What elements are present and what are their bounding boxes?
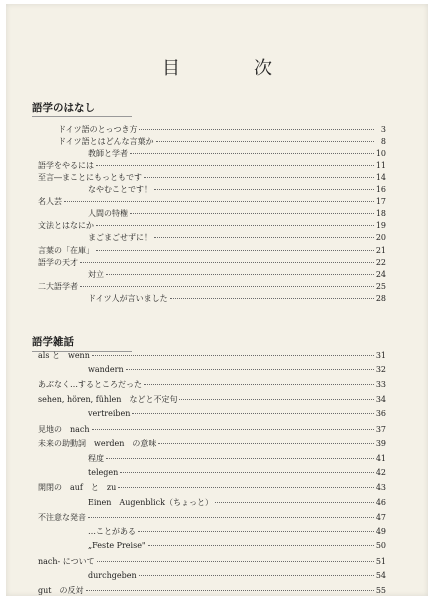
- toc-entry[interactable]: [38, 350, 386, 361]
- dot-leader: [92, 429, 374, 430]
- toc-entry[interactable]: [38, 585, 386, 596]
- toc-entry-label: als と wenn: [38, 351, 90, 360]
- toc-entry-label: 言葉の「在庫」: [38, 245, 94, 255]
- section-heading: 語学雑話: [32, 336, 74, 348]
- toc-entry[interactable]: [88, 232, 386, 243]
- toc-entry[interactable]: [88, 409, 386, 418]
- toc-entry-label: 語学の天才: [38, 257, 78, 267]
- toc-page-number: 16: [375, 185, 386, 195]
- dot-leader: [92, 355, 374, 356]
- toc-page-number: 55: [375, 586, 386, 596]
- dot-leader: [97, 561, 374, 562]
- dot-leader: [144, 384, 374, 385]
- section-underline: [32, 116, 132, 117]
- toc-entry[interactable]: [58, 136, 386, 147]
- dot-leader: [106, 458, 374, 459]
- dot-leader: [144, 177, 374, 178]
- toc-page-number: 39: [375, 439, 386, 449]
- toc-page-number: 37: [375, 424, 386, 434]
- toc-entry-label: 至言―まことにもっともです: [38, 173, 142, 183]
- dot-leader: [106, 274, 374, 275]
- toc-entry[interactable]: [38, 394, 386, 405]
- toc-entry[interactable]: [88, 453, 386, 464]
- dot-leader: [130, 153, 374, 154]
- dot-leader: [96, 165, 374, 166]
- dot-leader: [179, 399, 373, 400]
- toc-page-number: 25: [375, 281, 386, 291]
- dot-leader: [154, 237, 374, 238]
- toc-entry[interactable]: [38, 257, 386, 268]
- toc-entry[interactable]: [88, 468, 386, 477]
- toc-entry[interactable]: [38, 438, 386, 449]
- toc-entry[interactable]: [88, 293, 386, 304]
- toc-entry-label: 見地の nach: [38, 424, 90, 434]
- toc-entry[interactable]: [38, 379, 386, 390]
- toc-entry-label: まごまごせずに！: [88, 233, 152, 243]
- toc-entry[interactable]: [88, 571, 386, 580]
- toc-entry-label: 二大語学者: [38, 281, 78, 291]
- toc-entry-label: ドイツ語とはどんな言葉か: [58, 137, 154, 147]
- dot-leader: [96, 250, 374, 251]
- toc-entry-label: あぶなく…するところだった: [38, 380, 142, 390]
- toc-entry-label: 文法とはなにか: [38, 221, 94, 231]
- toc-page-number: 34: [375, 395, 386, 405]
- dot-leader: [215, 502, 374, 503]
- toc-page-number: 10: [375, 149, 386, 159]
- dot-leader: [130, 213, 374, 214]
- dot-leader: [148, 545, 374, 546]
- toc-page-number: 54: [375, 570, 386, 580]
- toc-entry[interactable]: [38, 172, 386, 183]
- toc-page-number: 11: [375, 161, 386, 171]
- dot-leader: [170, 298, 374, 299]
- toc-page-number: 3: [380, 125, 386, 134]
- toc-page-number: 31: [375, 351, 386, 360]
- toc-page-number: 17: [375, 197, 386, 207]
- toc-entry-label: vertreiben: [88, 408, 131, 418]
- toc-entry-label: Einen Augenblick（ちょっと）: [88, 498, 213, 507]
- toc-entry[interactable]: [38, 556, 386, 567]
- toc-entry-label: 未来の助動詞 werden の意味: [38, 439, 157, 449]
- toc-entry-label: gut の反対: [38, 586, 84, 596]
- dot-leader: [158, 443, 373, 444]
- toc-entry-label: 対立: [88, 269, 104, 279]
- toc-entry-label: 人間の特権: [88, 209, 128, 219]
- toc-entry-label: 語学をやるには: [38, 161, 94, 171]
- toc-page-number: 49: [375, 527, 386, 537]
- toc-entry-label: ドイツ語のとっつき方: [58, 125, 138, 134]
- toc-entry[interactable]: [38, 424, 386, 435]
- toc-entry[interactable]: [38, 482, 386, 493]
- toc-entry[interactable]: [38, 512, 386, 523]
- toc-page-number: 43: [375, 483, 386, 493]
- toc-entry-label: なやむことです！: [88, 185, 152, 195]
- toc-entry[interactable]: [88, 365, 386, 374]
- toc-page-number: 51: [375, 556, 386, 566]
- toc-entry-label: wandern: [88, 364, 124, 374]
- toc-entry-label: 不注意な発音: [38, 512, 86, 522]
- book-page: [6, 4, 428, 596]
- toc-entry-label: sehen, hören, fühlen などと不定句: [38, 395, 178, 405]
- toc-entry-label: durchgeben: [88, 570, 137, 580]
- dot-leader: [118, 487, 374, 488]
- toc-entry[interactable]: [88, 541, 386, 550]
- toc-entry[interactable]: [38, 220, 386, 231]
- dot-leader: [132, 413, 373, 414]
- toc-entry[interactable]: [38, 281, 386, 292]
- toc-page-number: 42: [375, 467, 386, 477]
- toc-page-number: 32: [375, 364, 386, 374]
- toc-page-number: 28: [375, 293, 386, 303]
- toc-entry-label: 程度: [88, 453, 104, 463]
- toc-entry[interactable]: [88, 184, 386, 195]
- toc-page-number: 50: [375, 541, 386, 551]
- dot-leader: [96, 225, 374, 226]
- toc-entry-label: 名人芸: [38, 197, 62, 207]
- toc-page-number: 33: [375, 380, 386, 390]
- toc-entry[interactable]: [88, 497, 386, 508]
- toc-entry-label: nach- について: [38, 556, 95, 566]
- toc-page-number: 8: [380, 137, 386, 147]
- toc-entry[interactable]: [88, 269, 386, 280]
- dot-leader: [86, 590, 374, 591]
- toc-page-number: 36: [375, 408, 386, 418]
- toc-page-number: 14: [375, 173, 386, 183]
- dot-leader: [120, 472, 374, 473]
- dot-leader: [154, 189, 374, 190]
- toc-page-number: 20: [375, 233, 386, 243]
- toc-entry-label: telegen: [88, 467, 119, 477]
- toc-page-number: 21: [375, 245, 386, 255]
- toc-page-number: 24: [375, 269, 386, 279]
- toc-page-number: 46: [375, 498, 386, 507]
- toc-page-number: 19: [375, 221, 386, 231]
- dot-leader: [139, 575, 374, 576]
- dot-leader: [138, 531, 374, 532]
- toc-entry[interactable]: [88, 526, 386, 537]
- toc-page-number: 47: [375, 512, 386, 522]
- toc-page-number: 22: [375, 257, 386, 267]
- toc-entry[interactable]: [38, 196, 386, 207]
- toc-entry-label: …ことがある: [88, 527, 136, 537]
- toc-entry[interactable]: [38, 160, 386, 171]
- dot-leader: [126, 369, 374, 370]
- toc-page-number: 41: [375, 453, 386, 463]
- toc-entry[interactable]: [88, 148, 386, 159]
- toc-entry[interactable]: [88, 208, 386, 219]
- dot-leader: [139, 129, 374, 130]
- page-title: 目 次: [162, 58, 300, 79]
- section-heading: 語学のはなし: [32, 102, 95, 114]
- toc-entry-label: ドイツ人が言いました: [88, 293, 168, 303]
- toc-page-number: 18: [375, 209, 386, 219]
- toc-entry-label: 開閉の auf と zu: [38, 483, 117, 493]
- toc-entry-label: „Feste Preise": [88, 541, 146, 551]
- dot-leader: [88, 517, 374, 518]
- dot-leader: [80, 286, 374, 287]
- dot-leader: [156, 141, 374, 142]
- toc-entry[interactable]: [38, 245, 386, 256]
- dot-leader: [64, 201, 374, 202]
- dot-leader: [80, 262, 374, 263]
- toc-entry-label: 教師と学者: [88, 149, 128, 159]
- toc-entry[interactable]: [58, 124, 386, 135]
